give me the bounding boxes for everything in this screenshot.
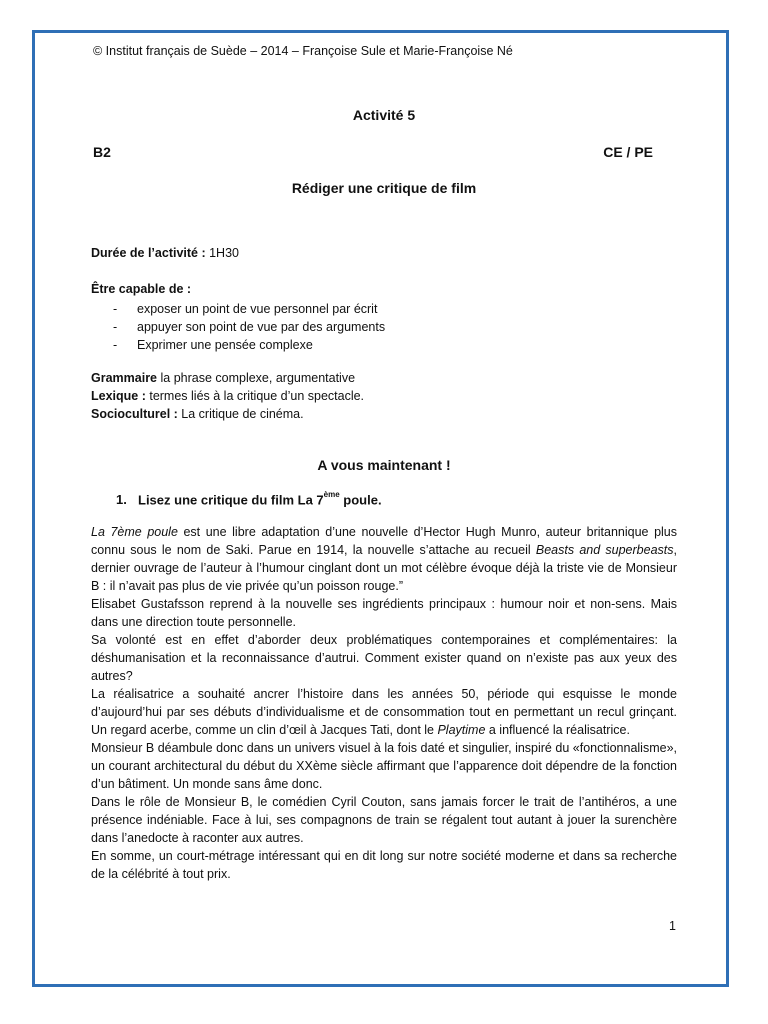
section-heading: A vous maintenant ! — [317, 457, 451, 473]
step-sup: ème — [323, 490, 340, 499]
socio-label: Socioculturel : — [91, 407, 178, 421]
socio-line — [91, 407, 304, 421]
review-paragraph: La réalisatrice a souhaité ancrer l’histoire dans les années 50, période qui esquisse le monde d’aujourd’hui par ses débuts d’individualisme et de consommation tout en permettant un recul grinçant. Un regard acerbe, comme un clin d’œil à Jacques Tati, dont le Playtime a influencé la réalisatrice. — [91, 687, 677, 737]
level-label: B2 — [93, 144, 111, 160]
list-item: - appuyer son point de vue par des arguments — [113, 320, 386, 334]
capable-heading: Être capable de : — [91, 282, 192, 296]
activity-title: Activité 5 — [352, 107, 416, 123]
lexicon-label: Lexique : — [91, 389, 146, 403]
list-item: - exposer un point de vue personnel par écrit — [113, 302, 378, 316]
review-paragraph: La 7ème poule est une libre adaptation d’une nouvelle d’Hector Hugh Munro, auteur britannique plus connu sous le nom de Saki. Parue en 1914, la nouvelle s’attache au recueil Beasts and superbeasts, dernier ouvrage de l’auteur à l’humour cinglant dont un mot célèbre évoque déjà la triste vie de Monsieur B : il n’avait pas plus de vie privée qu’un poisson rouge.” — [91, 525, 678, 593]
step-suffix: poule. — [339, 492, 382, 508]
review-paragraph: Dans le rôle de Monsieur B, le comédien Cyril Couton, sans jamais forcer le trait de l’antihéros, a une présence indéniable. Face à lui, ses compagnons de train se régalent tout autant à jouer la surenchère dans l’anedocte à raconter aux autres. — [91, 795, 677, 845]
socio-value: La critique de cinéma. — [177, 407, 304, 421]
objectives-list — [113, 300, 385, 354]
step-number: 1. — [116, 492, 127, 508]
grammar-line — [91, 371, 355, 385]
review-paragraph: Monsieur B déambule donc dans un univers visuel à la fois daté et singulier, inspiré du «fonctionnalisme», un courant architectural du début du XXème siècle affirmant que l’apparence doit dépendre de la fonction d’un bâtiment. Un monde sans âme donc. — [91, 741, 677, 791]
review-paragraph: Sa volonté est en effet d’aborder deux problématiques contemporaines et complémentaires: la déshumanisation et la reconnaissance d’autrui. Comment exister quand on n’existe pas aux yeux des autres? — [91, 633, 677, 683]
skills-label: CE / PE — [603, 144, 653, 160]
page-number: 1 — [669, 919, 676, 933]
duration-value: 1H30 — [209, 246, 239, 260]
lexicon-value: termes liés à la critique d’un spectacle. — [145, 389, 365, 403]
step-1 — [116, 492, 382, 507]
activity-subtitle: Rédiger une critique de film — [291, 180, 477, 196]
grammar-label: Grammaire — [91, 371, 158, 385]
duration-label: Durée de l’activité : — [91, 246, 206, 260]
review-text — [91, 523, 677, 883]
review-paragraph: En somme, un court-métrage intéressant qui en dit long sur notre société moderne et dans sa recherche de la célébrité à tout prix. — [91, 849, 677, 881]
grammar-value: la phrase complexe, argumentative — [157, 371, 356, 385]
list-item: - Exprimer une pensée complexe — [113, 338, 313, 352]
step-text: Lisez une critique du film La 7 — [138, 492, 324, 508]
duration-line — [91, 246, 239, 260]
copyright-notice: © Institut français de Suède – 2014 – Françoise Sule et Marie-Françoise Né — [93, 44, 513, 58]
review-paragraph: Elisabet Gustafsson reprend à la nouvelle ses ingrédients principaux : humour noir et non-sens. Mais dans une direction toute personnelle. — [91, 597, 677, 629]
lexicon-line — [91, 389, 364, 403]
